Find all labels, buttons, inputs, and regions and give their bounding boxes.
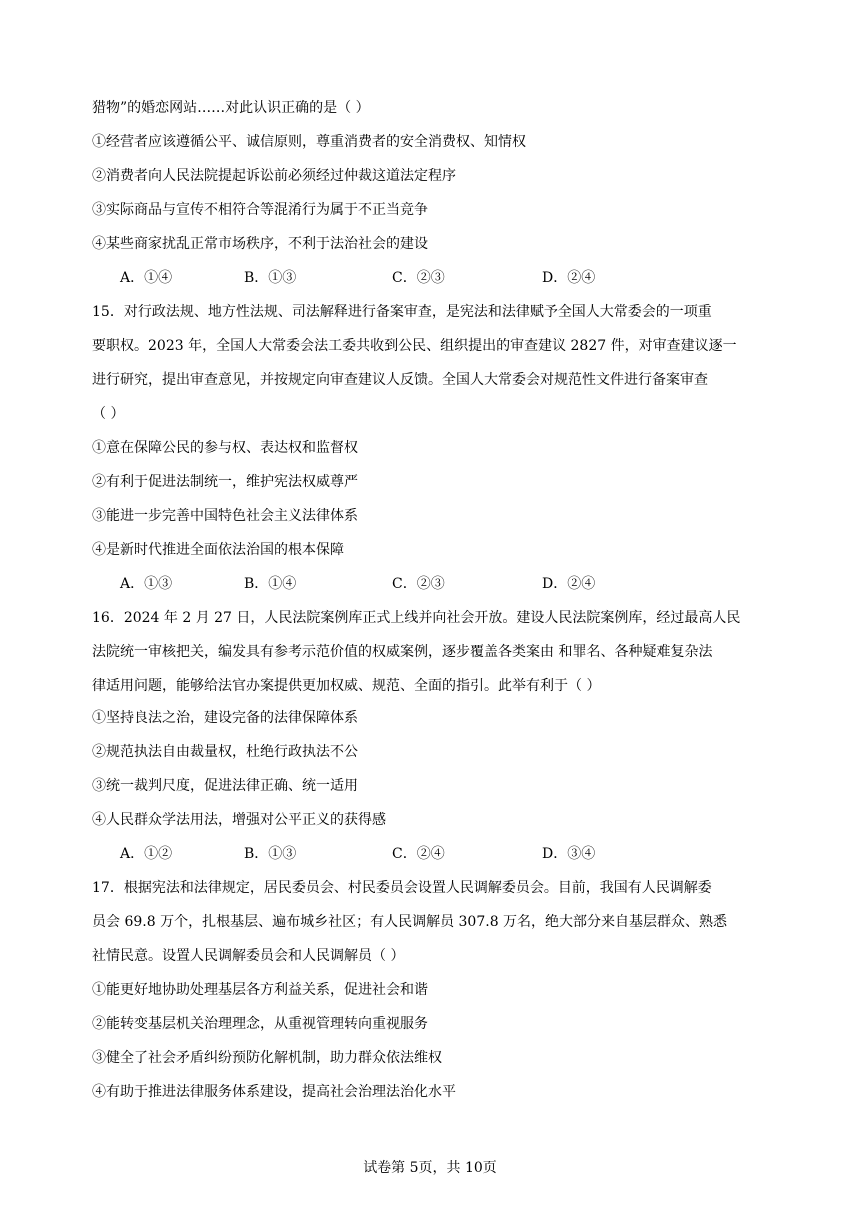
q16-option-c[interactable]: C．②④ bbox=[392, 846, 445, 862]
q14-item-4: ④某些商家扰乱正常市场秩序，不利于法治社会的建设 bbox=[92, 236, 428, 252]
q17-stem-line-3: 社情民意。设置人民调解委员会和人民调解员（ ） bbox=[92, 948, 405, 964]
q15-item-2: ②有利于促进法制统一，维护宪法权威尊严 bbox=[92, 474, 358, 490]
q15-option-a[interactable]: A．①③ bbox=[120, 576, 173, 592]
q15-item-3: ③能进一步完善中国特色社会主义法律体系 bbox=[92, 508, 358, 524]
q16-item-4: ④人民群众学法用法，增强对公平正义的获得感 bbox=[92, 812, 386, 828]
q16-item-2: ②规范执法自由裁量权，杜绝行政执法不公 bbox=[92, 744, 358, 760]
q16-stem-line-2: 法院统一审核把关，编发具有参考示范价值的权威案例，逐步覆盖各类案由 和罪名、各种疑难复杂法 bbox=[92, 644, 713, 660]
q14-option-b[interactable]: B．①③ bbox=[244, 270, 297, 286]
q14-option-a[interactable]: A．①④ bbox=[120, 270, 173, 286]
q17-item-1: ①能更好地协助处理基层各方利益关系，促进社会和谐 bbox=[92, 982, 428, 998]
q17-item-2: ②能转变基层机关治理理念，从重视管理转向重视服务 bbox=[92, 1016, 428, 1032]
q15-stem-line-1: 15．对行政法规、地方性法规、司法解释进行备案审查，是宪法和法律赋予全国人大常委会的一项重 bbox=[92, 304, 712, 320]
q16-stem-line-1: 16．2024 年 2 月 27 日，人民法院案例库正式上线并向社会开放。建设人民法院案例库，经过最高人民 bbox=[92, 610, 741, 626]
q15-stem-line-4: （ ） bbox=[92, 406, 125, 422]
q15-option-b[interactable]: B．①④ bbox=[244, 576, 297, 592]
page-footer: 试卷第 5页，共 10页 bbox=[363, 1160, 497, 1176]
q16-option-b[interactable]: B．①③ bbox=[244, 846, 297, 862]
q15-item-1: ①意在保障公民的参与权、表达权和监督权 bbox=[92, 440, 358, 456]
q14-stem-tail: 猎物”的婚恋网站……对此认识正确的是（ ） bbox=[92, 100, 370, 116]
q14-option-c[interactable]: C．②③ bbox=[392, 270, 445, 286]
q17-item-4: ④有助于推进法律服务体系建设，提高社会治理法治化水平 bbox=[92, 1084, 456, 1100]
q14-option-d[interactable]: D．②④ bbox=[542, 270, 596, 286]
q17-stem-line-1: 17．根据宪法和法律规定，居民委员会、村民委员会设置人民调解委员会。目前，我国有人民调解委 bbox=[92, 880, 712, 896]
q14-item-2: ②消费者向人民法院提起诉讼前必须经过仲裁这道法定程序 bbox=[92, 168, 456, 184]
q15-stem-line-3: 进行研究，提出审查意见，并按规定向审查建议人反馈。全国人大常委会对规范性文件进行备案审查 bbox=[92, 372, 708, 388]
q15-stem-line-2: 要职权。2023 年，全国人大常委会法工委共收到公民、组织提出的审查建议 2827 件，对审查建议逐一 bbox=[92, 338, 737, 354]
q15-option-d[interactable]: D．②④ bbox=[542, 576, 596, 592]
q14-item-1: ①经营者应该遵循公平、诚信原则，尊重消费者的安全消费权、知情权 bbox=[92, 134, 526, 150]
q16-item-3: ③统一裁判尺度，促进法律正确、统一适用 bbox=[92, 778, 358, 794]
q15-item-4: ④是新时代推进全面依法治国的根本保障 bbox=[92, 542, 344, 558]
q15-option-c[interactable]: C．②③ bbox=[392, 576, 445, 592]
q14-item-3: ③实际商品与宣传不相符合等混淆行为属于不正当竞争 bbox=[92, 202, 428, 218]
q16-option-a[interactable]: A．①② bbox=[120, 846, 173, 862]
q16-stem-line-3: 律适用问题，能够给法官办案提供更加权威、规范、全面的指引。此举有利于（ ） bbox=[92, 678, 601, 694]
q17-stem-line-2: 员会 69.8 万个，扎根基层、遍布城乡社区；有人民调解员 307.8 万名，绝大部分来自基层群众、熟悉 bbox=[92, 914, 728, 930]
q16-option-d[interactable]: D．③④ bbox=[542, 846, 596, 862]
q16-item-1: ①坚持良法之治，建设完备的法律保障体系 bbox=[92, 710, 358, 726]
q17-item-3: ③健全了社会矛盾纠纷预防化解机制，助力群众依法维权 bbox=[92, 1050, 442, 1066]
